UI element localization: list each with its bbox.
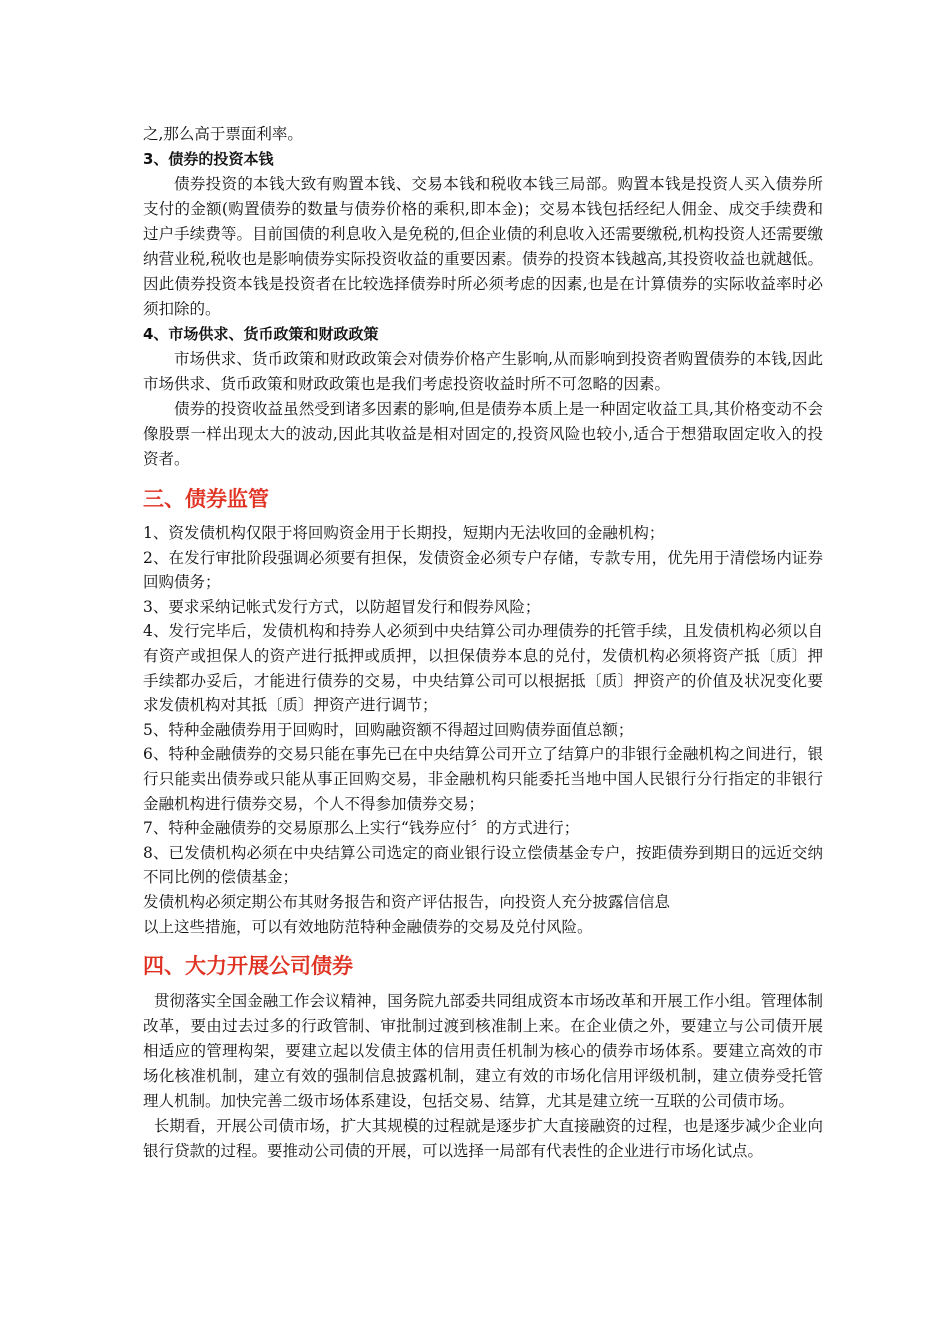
subheading-investment-cost: 3、债券的投资本钱 (143, 150, 274, 168)
section-heading-corporate-bonds: 四、大力开展公司债券 (143, 954, 353, 979)
list-item: 5、特种金融债券用于回购时，回购融资额不得超过回购债券面值总额； (143, 720, 634, 739)
list-item: 以上这些措施，可以有效地防范特种金融债券的交易及兑付风险。 (143, 917, 593, 936)
paragraph-market-policy: 市场供求、货币政策和财政政策会对债券价格产生影响,从而影响到投资者购置债券的本钱,因此市场供求、货币政策和财政政策也是我们考虑投资收益时所不可忽略的因素。 (143, 350, 823, 393)
paragraph-long-term: 长期看，开展公司债市场，扩大其规模的过程就是逐步扩大直接融资的过程，也是逐步减少企业向银行贷款的过程。要推动公司债的开展，可以选择一局部有代表性的企业进行市场化试点。 (143, 1117, 823, 1161)
list-item: 4、发行完毕后，发债机构和持券人必须到中央结算公司办理债券的托管手续，且发债机构必须以自有资产或担保人的资产进行抵押或质押，以担保债券本息的兑付，发债机构必须将资产抵〔质〕押手续都办妥后，才能进行债券的交易，中央结算公司可以根据抵〔质〕押资产的价值及状况变化要求发债机构对其抵〔质〕押资产进行调节； (143, 622, 823, 715)
list-item: 3、要求采纳记帐式发行方式，以防超冒发行和假券风险； (143, 597, 541, 616)
intro-line: 之,那么高于票面利率。 (143, 125, 303, 143)
paragraph-fixed-income: 债券的投资收益虽然受到诸多因素的影响,但是债券本质上是一种固定收益工具,其价格变动不会像股票一样出现太大的波动,因此其收益是相对固定的,投资风险也较小,适合于想猎取固定收入的投资者。 (143, 400, 823, 468)
list-item: 7、特种金融债券的交易原那么上实行“钱券应付〞的方式进行； (143, 819, 580, 838)
subheading-market-policy: 4、市场供求、货币政策和财政政策 (143, 325, 379, 343)
section-heading-bond-regulation: 三、债券监管 (143, 487, 269, 511)
paragraph-investment-cost: 债券投资的本钱大致有购置本钱、交易本钱和税收本钱三局部。购置本钱是投资人买入债券所支付的金额(购置债券的数量与债券价格的乘积,即本金)；交易本钱包括经纪人佣金、成交手续费和过户手续费等。目前国债的利息收入是免税的,但企业债的利息收入还需要缴税,机构投资人还需要缴纳营业税,税收也是影响债券实际投资收益的重要因素。债券的投资本钱越高,其投资收益也就越低。因此债券投资本钱是投资者在比较选择债券时所必须考虑的因素,也是在计算债券的实际收益率时必须扣除的。 (143, 175, 823, 318)
list-item: 发债机构必须定期公布其财务报告和资产评估报告，向投资人充分披露信信息 (143, 892, 671, 911)
list-item: 1、资发债机构仅限于将回购资金用于长期投，短期内无法收回的金融机构； (143, 524, 665, 542)
list-item: 2、在发行审批阶段强调必须要有担保，发债资金必须专户存储，专款专用，优先用于清偿场内证券回购债务； (143, 548, 823, 592)
paragraph-reform: 贯彻落实全国金融工作会议精神，国务院九部委共同组成资本市场改革和开展工作小组。管理体制改革，要由过去过多的行政管制、审批制过渡到核准制上来。在企业债之外，要建立与公司债开展相适应的管理构架，要建立起以发债主体的信用责任机制为核心的债券市场体系。要建立高效的市场化核准机制，建立有效的强制信息披露机制，建立有效的市场化信用评级机制，建立债券受托管理人机制。加快完善二级市场体系建设，包括交易、结算，尤其是建立统一互联的公司债市场。 (143, 992, 823, 1111)
list-item: 6、特种金融债券的交易只能在事先已在中央结算公司开立了结算户的非银行金融机构之间进行，银行只能卖出债券或只能从事正回购交易，非金融机构只能委托当地中国人民银行分行指定的非银行金融机构进行债券交易，个人不得参加债券交易； (143, 745, 823, 813)
regulation-list (143, 521, 823, 939)
list-item: 8、已发债机构必须在中央结算公司选定的商业银行设立偿债基金专户，按距债券到期日的远近交纳不同比例的偿债基金； (143, 843, 823, 887)
document-body (143, 122, 823, 1164)
